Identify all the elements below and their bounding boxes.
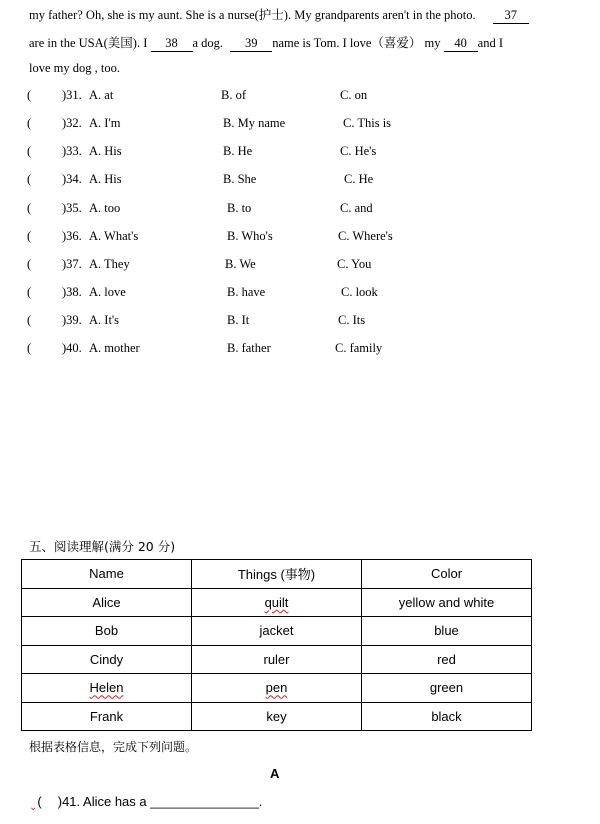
blank-39: 39 <box>230 36 272 52</box>
option-a: A. love <box>89 285 126 299</box>
table-row <box>22 588 532 617</box>
option-b: B. He <box>223 144 253 158</box>
table-cell <box>22 674 192 703</box>
option-a: A. His <box>89 172 122 186</box>
instruction-text: 根据表格信息，完成下列问题。 <box>29 740 198 754</box>
answer-paren[interactable]: ( <box>27 285 32 299</box>
table-cell: Frank <box>22 702 192 731</box>
passage-text: and I <box>477 36 503 50</box>
option-c: C. Its <box>338 313 366 327</box>
option-b: B. It <box>227 313 250 327</box>
passage-text: are in the USA(美国). I <box>29 36 148 50</box>
question-number: )33. <box>62 144 82 158</box>
passage-line-1 <box>29 5 529 24</box>
answer-paren[interactable]: ( <box>27 144 32 158</box>
table-cell: ruler <box>192 645 362 674</box>
answer-paren[interactable]: ( <box>27 201 32 215</box>
answer-paren[interactable]: ( <box>27 313 32 327</box>
table-cell: red <box>362 645 532 674</box>
table-cell-text: pen <box>265 680 288 696</box>
table-header: Things (事物) <box>192 560 362 589</box>
option-c: C. family <box>335 341 383 355</box>
passage-text: a dog. <box>192 36 224 50</box>
option-a: A. too <box>89 201 121 215</box>
question-end: . <box>258 794 263 809</box>
passage-line-3: love my dog , too. <box>29 61 120 75</box>
table-cell: blue <box>362 617 532 646</box>
question-41 <box>29 794 263 813</box>
answer-paren[interactable]: ( <box>27 172 32 186</box>
answer-paren[interactable]: ( <box>27 116 32 130</box>
table-header-row <box>22 560 532 589</box>
option-b: B. Who's <box>227 229 273 243</box>
option-b: B. She <box>223 172 257 186</box>
table-row <box>22 645 532 674</box>
option-a: A. I'm <box>89 116 121 130</box>
option-a: A. mother <box>89 341 140 355</box>
question-number: )36. <box>62 229 82 243</box>
part-heading: A <box>270 766 280 781</box>
answer-blank[interactable]: _______________ <box>150 794 259 809</box>
option-c: C. and <box>340 201 373 215</box>
passage-line-2 <box>29 33 503 52</box>
option-b: B. father <box>227 341 271 355</box>
option-a: A. His <box>89 144 122 158</box>
table-cell: Cindy <box>22 645 192 674</box>
option-b: B. We <box>225 257 256 271</box>
option-b: B. to <box>227 201 252 215</box>
table-row <box>22 674 532 703</box>
answer-paren: ( <box>37 794 42 809</box>
table-cell: key <box>192 702 362 731</box>
question-text: )41. Alice has a <box>57 794 151 809</box>
table-cell <box>192 674 362 703</box>
table-header: Color <box>362 560 532 589</box>
table-cell: black <box>362 702 532 731</box>
option-c: C. on <box>340 88 368 102</box>
option-c: C. He's <box>340 144 377 158</box>
table-cell: green <box>362 674 532 703</box>
option-c: C. He <box>344 172 374 186</box>
question-number: )37. <box>62 257 82 271</box>
table-cell: Alice <box>22 588 192 617</box>
answer-paren[interactable]: ( <box>27 229 32 243</box>
option-c: C. look <box>341 285 378 299</box>
blank-40: 40 <box>444 36 478 52</box>
table-cell: Bob <box>22 617 192 646</box>
passage-text: name is Tom. I love（喜爱） my <box>272 36 441 50</box>
table-cell: jacket <box>192 617 362 646</box>
question-number: )31. <box>62 88 82 102</box>
question-number: )32. <box>62 116 82 130</box>
option-c: C. This is <box>343 116 392 130</box>
table-header: Name <box>22 560 192 589</box>
question-number: )35. <box>62 201 82 215</box>
question-number: )34. <box>62 172 82 186</box>
answer-paren[interactable]: ( <box>27 88 32 102</box>
option-b: B. My name <box>223 116 286 130</box>
option-a: A. What's <box>89 229 139 243</box>
passage-text: my father? Oh, she is my aunt. She is a nurse(护士). My grandparents aren't in the photo. <box>29 8 476 22</box>
table-cell-text: Helen <box>89 680 124 696</box>
option-a: A. at <box>89 88 114 102</box>
answer-paren[interactable]: ( <box>27 257 32 271</box>
option-a: A. They <box>89 257 130 271</box>
table-cell <box>192 588 362 617</box>
option-a: A. It's <box>89 313 120 327</box>
answer-paren[interactable]: ( <box>27 341 32 355</box>
blank-37: 37 <box>493 8 529 24</box>
option-b: B. have <box>227 285 266 299</box>
option-c: C. You <box>337 257 372 271</box>
option-b: B. of <box>221 88 246 102</box>
question-number: )38. <box>62 285 82 299</box>
spell-mark-icon: ⌄ <box>29 802 38 813</box>
blank-38: 38 <box>151 36 193 52</box>
table-cell-text: quilt <box>264 594 289 610</box>
table-cell: yellow and white <box>362 588 532 617</box>
info-table <box>21 559 532 731</box>
table-row <box>22 617 532 646</box>
question-number: )40. <box>62 341 82 355</box>
section-title: 五、阅读理解(满分 20 分) <box>29 539 176 554</box>
question-number: )39. <box>62 313 82 327</box>
table-row <box>22 702 532 731</box>
option-c: C. Where's <box>338 229 393 243</box>
